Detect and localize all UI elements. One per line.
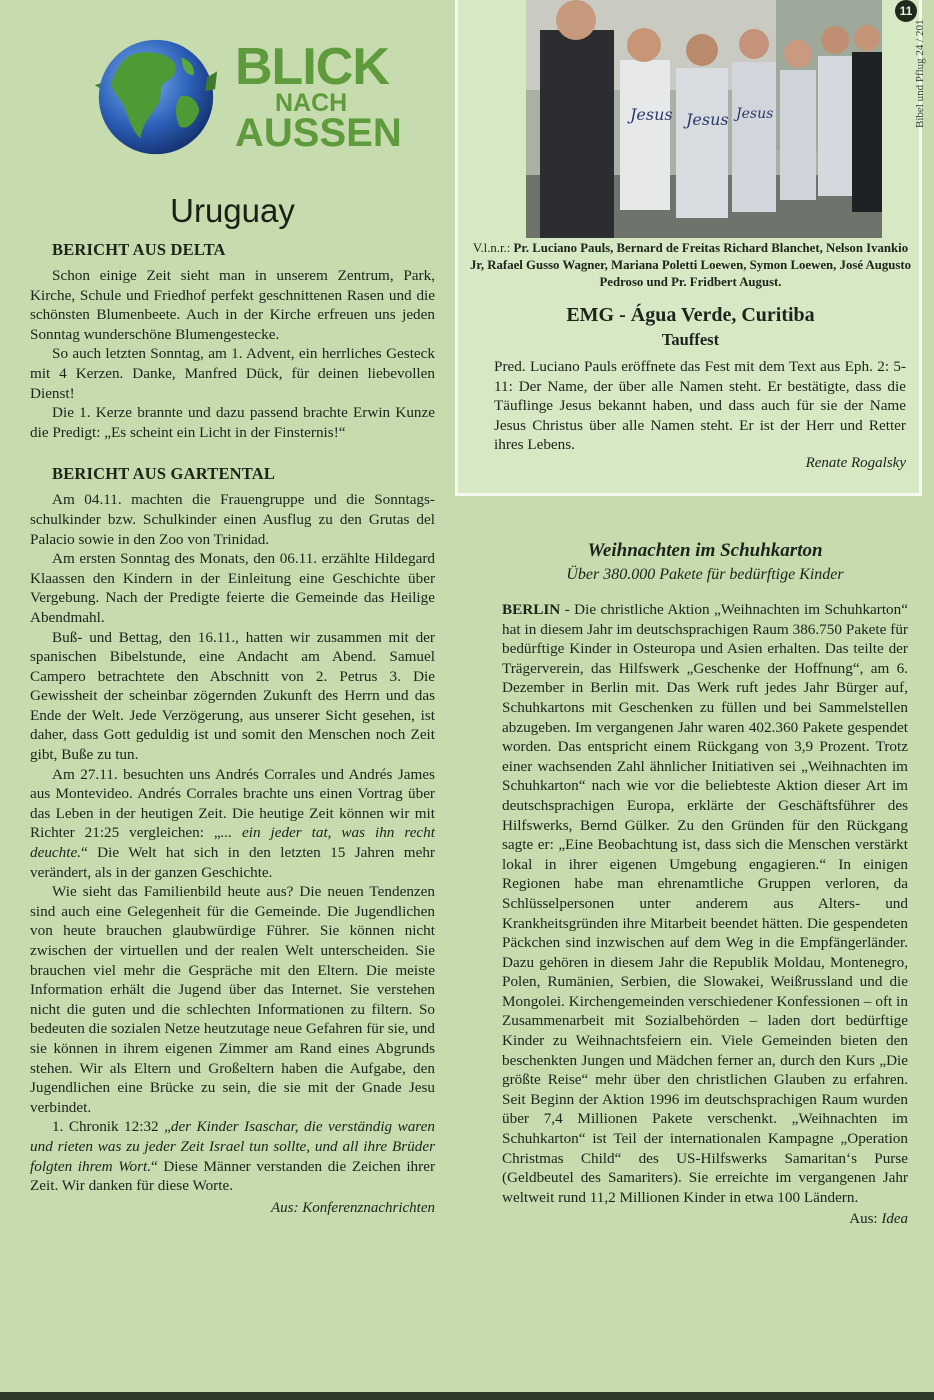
shirt-print: Jesus — [630, 105, 673, 124]
page-number-badge: 11 — [895, 0, 917, 22]
logo-line-aussen: AUSSEN — [235, 110, 402, 155]
gartental-heading: BERICHT AUS GARTENTAL — [52, 464, 276, 484]
delta-paragraph: Schon einige Zeit sieht man in unserem Zentrum, Park, Kirche, Schule und Friedhof perfekt geschnittenen Rasen und die schönsten Blumenbeete. Auch in der Kirche erfreuen uns jeden Sonntag wunderschöne Blumengestecke. — [30, 267, 435, 343]
gartental-paragraph: 1. Chronik 12:32 „der Kinder Isaschar, die verständig waren und rieten was zu jeder Zeit Israel tun sollte, und all ihre Brüder folgten ihrem Wort.“ Diese Männer verstanden die Zeichen ihrer Zeit. Wir danken für diese Worte. — [30, 1118, 436, 1195]
group-photo — [526, 0, 882, 238]
running-head: Bibel und Pflug 24 / 201 — [914, 19, 926, 128]
dateline: BERLIN — [502, 601, 561, 618]
gartental-paragraph: Am 27.11. besuchten uns Andrés Corrales und Andrés James aus Montevideo. Andrés Corrales brachte uns einen Vortrag über das Leben in der heutigen Zeit. Die heutige Zeit können wir mit Richter 21:25 vergleichen: „... ein jeder tat, was ihn recht deuchte.“ Die Welt hat sich in den letzten 15 Jahren mehr verändert, als in der ganzen Geschichte. — [30, 765, 435, 881]
page-bottom-edge — [0, 1392, 934, 1400]
schuhkarton-title: Weihnachten im Schuhkarton — [587, 540, 823, 561]
section-logo — [30, 18, 435, 178]
logo-wordmark — [235, 38, 435, 155]
gartental-source: Aus: Konferenznachrichten — [271, 1199, 435, 1216]
left-column — [30, 18, 435, 1217]
logo-line-nach: NACH — [275, 88, 348, 117]
emg-title: EMG - Água Verde, Curitiba — [566, 304, 815, 326]
bible-quote: ... ein jeder tat, was ihn recht deuchte. — [30, 824, 435, 862]
schuhkarton-article — [502, 540, 908, 1228]
photo-article-box — [455, 0, 922, 496]
shirt-print: Jesus — [736, 106, 774, 122]
gartental-paragraph: Buß- und Bettag, den 16.11., hatten wir zusammen mit der spanischen Bibelstunde, eine Andacht am Abend. Samuel Campero betrachtete den Abschnitt von 2. Petrus 3. Die Gewissheit der scheinbar zögernden Zukunft des Herrn und das Ende der Welt. Jede Verzögerung, aus unserer Sicht gesehen, ist daher, dass Gott geduldig ist und somit den Menschen noch Zeit gibt, Buße zu tun. — [30, 628, 435, 764]
gartental-paragraph: Am ersten Sonntag des Monats, den 06.11. erzählte Hildegard Klaassen den Kindern in der Einleitung eine Geschichte über Vergebung. Nach der Predigte feierte die Gemeinde das Heilige Abendmahl. — [30, 550, 435, 626]
shirt-print: Jesus — [686, 110, 729, 129]
photo-caption: V.l.n.r.: Pr. Luciano Pauls, Bernard de Freitas Richard Blanchet, Nelson Ivankio Jr, Rafael Gusso Wagner, Mariana Poletti Loewen, Symon Loewen, José Augusto Pedroso und Pr. Fridbert August. — [469, 241, 912, 289]
schuhkarton-subtitle: Über 380.000 Pakete für bedürftige Kinder — [566, 566, 844, 583]
globe-icon — [85, 28, 223, 166]
logo-line-blick: BLICK — [235, 38, 389, 96]
bible-quote: der Kinder Isaschar, die verständig waren und rieten was zu jeder Zeit Israel tun sollte, und all ihre Brüder folgten ihrem Wort. — [30, 1118, 435, 1175]
delta-paragraph: Die 1. Kerze brannte und dazu passend brachte Erwin Kunze die Predigt: „Es scheint ein Licht in der Finsternis!“ — [30, 404, 435, 441]
delta-heading: BERICHT AUS DELTA — [52, 240, 226, 259]
country-heading: Uruguay — [170, 192, 295, 229]
emg-text: Pred. Luciano Pauls eröffnete das Fest mit dem Text aus Eph. 2: 5-11: Der Name, der über alle Namen steht. Er bestätigte, dass die Täuflinge Jesus bekannt haben, und dass auch für sie der Name Jesus Christus über alle Namen steht. Er ist der Herr und Retter ihres Lebens. — [494, 358, 906, 454]
schuhkarton-source: Aus: Idea — [849, 1211, 908, 1228]
emg-author: Renate Rogalsky — [805, 455, 906, 471]
schuhkarton-text: BERLIN - Die christliche Aktion „Weihnachten im Schuhkarton“ hat in diesem Jahr im deutschsprachigen Raum 386.750 Pakete für bedürftige Kinder in Osteuropa und Asien erhalten. Das teilte der Trägerverein, das Hilfswerk „Geschenke der Hoffnung“, am 6. Dezember in Berlin mit. Das Werk ruft jedes Jahr Bürger auf, Schuhkartons mit Geschenken zu füllen und bei Sammelstellen abzugeben. Im vergangenen Jahr waren 402.360 Pakete gespendet worden. Das entspricht einem Rückgang von 3,9 Prozent. Trotz einer wachsenden Zahl ähnlicher Initiativen sei „Weihnachten im Schuhkarton“ nach wie vor die beliebteste Aktion dieser Art im deutschsprachigen Europa, erklärte der Geschäftsführer des Hilfswerks, Bernd Gülker. Zu den Gründen für den Rückgang sagte er: „Eine Beobachtung ist, dass sich die Menschen verstärkt lokal in ihrer eigenen Umgebung engagieren.“ In einigen Regionen habe man ehrenamtliche Gruppen verloren, da Schlüsselpersonen unter anderem aus Alters- und Krankheitsgründen ihre Mitarbeit beendet hätten. Die gespendeten Päckchen sind inzwischen auf dem Weg in die Empfängerländer. Dazu gehören in diesem Jahr die Republik Moldau, Montenegro, Polen, Rumänien, Serbien, die Slowakei, Weißrussland und die Mongolei. Kirchengemeinden verschiedener Konfessionen – oft in Zusammenarbeit mit Sozialbehörden – laden dort bedürftige Kinder zu Weihnachtsfeiern ein. Viele Gemeinden bieten den beschenkten Jungen und Mädchen ferner an, durch den Kurs „Die größte Reise“ mehr über den christlichen Glauben zu erfahren. Seit Beginn der Aktion 1996 im deutschsprachigen Raum wurden über 7,4 Millionen Pakete verschenkt. „Weihnachten im Schuhkarton“ ist Teil der internationalen Kampagne „Operation Christmas Child“ des US-Hilfswerks Samaritan‘s Purse (Geldbeutel des Samariters). Sie erreichte im vergangenen Jahr weltweit rund 11,2 Millionen Kinder in etwa 100 Ländern. — [502, 601, 908, 1206]
emg-subtitle: Tauffest — [661, 330, 720, 349]
gartental-paragraph: Am 04.11. machten die Frauengruppe und die Sonntags-schulkinder bzw. Schulkinder einen Ausflug zu den Grutas del Palacio sowie in den Zoo von Trinidad. — [30, 491, 435, 548]
delta-paragraph: So auch letzten Sonntag, am 1. Advent, ein herrliches Gesteck mit 4 Kerzen. Danke, Manfred Dück, für deinen liebevollen Dienst! — [30, 345, 435, 402]
gartental-paragraph: Wie sieht das Familienbild heute aus? Die neuen Tendenzen sind auch eine Gelegenheit für die Gemeinde. Die Jugendlichen von heute brauchen glaubwürdige Führer. Sie können nicht zwischen der virtuellen und der realen Welt unterscheiden. Sie brauchen viel mehr die Gespräche mit den Eltern. Die meiste Information erhält die Jugend über das Internet. Sie verstehen nicht die guten und die schlechten Informationen zu filtern. So bedeuten die sozialen Netze heutzutage neue Gefahren für sie, und sie können in ihrem eigenen Zimmer am Rand eines Abgrunds stehen. Wir als Eltern und Großeltern haben die Aufgabe, den Jugendlichen eine Brücke zu sein, die sie mit der Gnade Jesu verbindet. — [30, 883, 435, 1116]
